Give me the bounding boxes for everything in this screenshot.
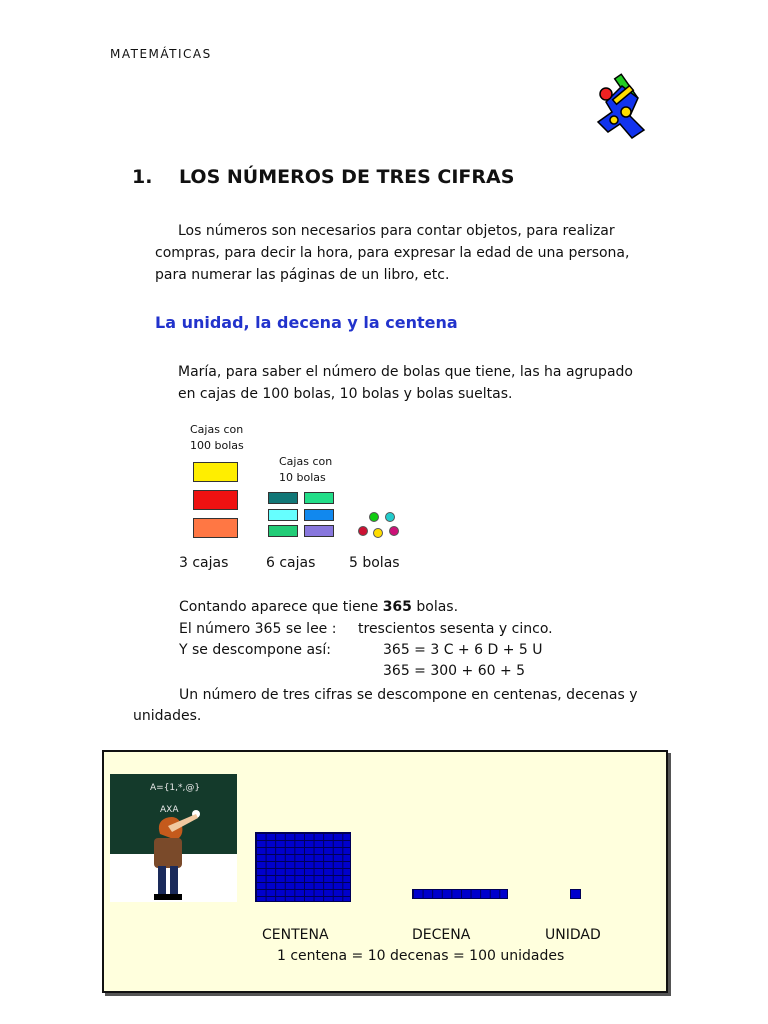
- section-number: 1.: [132, 166, 153, 188]
- label-line: Cajas con: [190, 423, 244, 436]
- centena-block: [255, 832, 351, 902]
- explanation-line3-label: Y se descompone así:: [179, 642, 331, 658]
- box-10: [304, 525, 334, 537]
- subsection-title: La unidad, la decena y la centena: [155, 313, 458, 332]
- page-header: MATEMÁTICAS: [110, 47, 212, 61]
- label-line: 100 bolas: [190, 439, 244, 452]
- subsection-line: María, para saber el número de bolas que tiene, las ha agrupado: [178, 364, 633, 380]
- explanation-line5: Un número de tres cifras se descompone en centenas, decenas y: [179, 687, 638, 703]
- section-title: LOS NÚMEROS DE TRES CIFRAS: [179, 166, 515, 188]
- ball: [369, 512, 379, 522]
- box-10: [304, 509, 334, 521]
- ball: [385, 512, 395, 522]
- box-100-orange: [193, 518, 238, 538]
- number-365: 365: [382, 599, 412, 615]
- label-boxes-100: [190, 422, 244, 454]
- box-10: [268, 509, 298, 521]
- ball: [373, 528, 383, 538]
- explanation-line4-value: 365 = 300 + 60 + 5: [383, 663, 526, 679]
- intro-paragraph: [155, 220, 655, 286]
- label-line: 10 bolas: [279, 471, 326, 484]
- ball: [389, 526, 399, 536]
- intro-line: para numerar las páginas de un libro, etc.: [155, 267, 450, 283]
- text-span: Contando aparece que tiene: [179, 599, 383, 615]
- explanation-line2-value: trescientos sesenta y cinco.: [358, 621, 553, 637]
- label-line: Cajas con: [279, 455, 333, 468]
- decena-bar: [412, 889, 508, 899]
- board-line2: AXA: [160, 805, 179, 815]
- count-1: 5 bolas: [349, 555, 400, 571]
- count-100: 3 cajas: [179, 555, 229, 571]
- label-centena: CENTENA: [262, 927, 329, 943]
- explanation-line2-label: El número 365 se lee :: [179, 621, 337, 637]
- explanation-line6: unidades.: [133, 708, 202, 724]
- box-10: [268, 492, 298, 504]
- teacher-icon: [110, 774, 237, 902]
- ball: [358, 526, 368, 536]
- explanation-line1: [179, 597, 458, 618]
- panel-equation: 1 centena = 10 decenas = 100 unidades: [277, 948, 565, 964]
- count-10: 6 cajas: [266, 555, 316, 571]
- math-symbols-icon: [592, 72, 654, 142]
- subsection-line: en cajas de 100 bolas, 10 bolas y bolas sueltas.: [178, 386, 513, 402]
- label-boxes-10: [279, 454, 332, 486]
- subsection-paragraph: [178, 361, 658, 405]
- box-100-red: [193, 490, 238, 510]
- intro-line: Los números son necesarios para contar objetos, para realizar: [178, 223, 615, 239]
- box-100-yellow: [193, 462, 238, 482]
- intro-line: compras, para decir la hora, para expresar la edad de una persona,: [155, 245, 630, 261]
- explanation-line3-value: 365 = 3 C + 6 D + 5 U: [383, 642, 543, 658]
- box-10: [268, 525, 298, 537]
- box-10: [304, 492, 334, 504]
- label-unidad: UNIDAD: [545, 927, 601, 943]
- label-decena: DECENA: [412, 927, 471, 943]
- board-line1: A={1,*,@}: [150, 783, 201, 793]
- text-span: bolas.: [411, 599, 459, 615]
- unidad-cube: [570, 889, 581, 899]
